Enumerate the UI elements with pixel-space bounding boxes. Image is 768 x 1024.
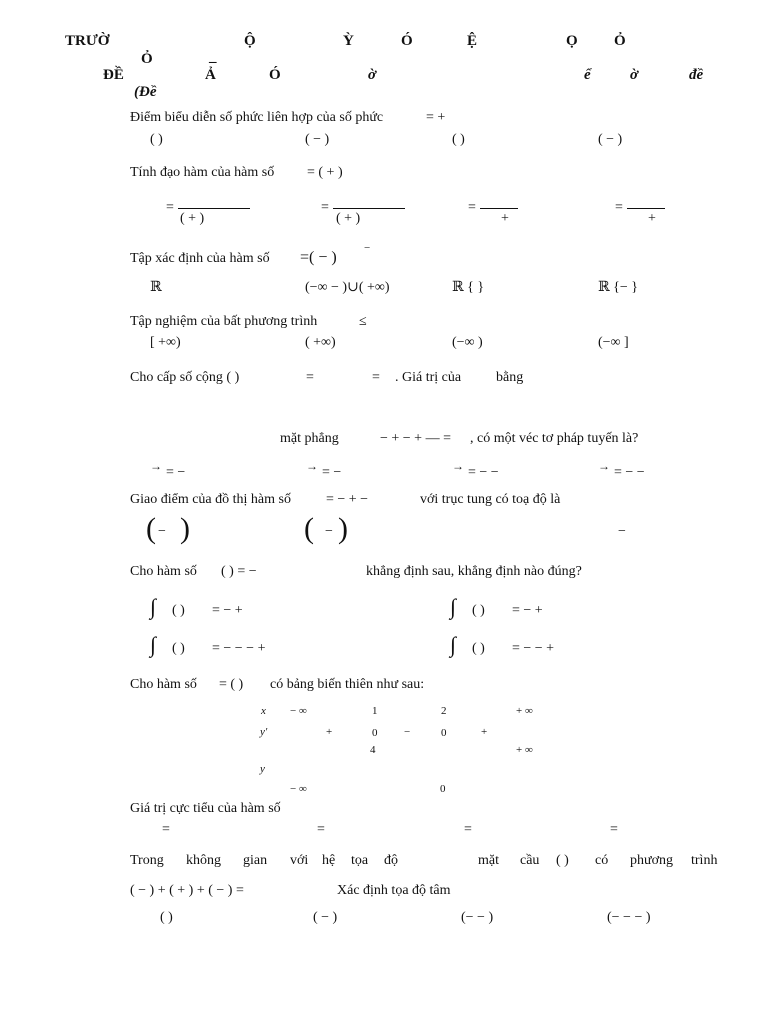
option-d[interactable]: = − −	[614, 465, 645, 480]
exam-title: ĐỀ	[103, 67, 124, 83]
question-text: khẳng định sau, khẳng định nào đúng?	[366, 564, 582, 579]
question-formula: ( − ) + ( + ) + ( − ) =	[130, 883, 244, 898]
question-formula: =	[306, 370, 314, 385]
integrand: ( )	[172, 603, 185, 618]
paren-left: (	[304, 512, 314, 545]
paren-right: )	[180, 512, 190, 545]
fraction-bar	[480, 208, 518, 209]
option-b[interactable]: (−∞ − )∪( +∞)	[305, 280, 390, 295]
option-b[interactable]: = −	[322, 465, 342, 480]
question-stem: Cho hàm số	[130, 564, 197, 579]
question-formula: = ( )	[219, 677, 244, 692]
integrand: ( )	[472, 641, 485, 656]
header-text: Ệ	[467, 33, 478, 49]
question-stem: Điểm biểu diễn số phức liên hợp của số phức	[130, 110, 384, 125]
question-stem: Giao điểm của đồ thị hàm số	[130, 492, 291, 507]
option-d[interactable]: (−∞ ]	[598, 335, 629, 350]
question-text: Giá trị cực tiểu của hàm số	[130, 801, 281, 816]
option-c[interactable]: (−∞ )	[452, 335, 483, 350]
table-sign: 0	[441, 727, 447, 739]
question-text: bằng	[496, 370, 524, 385]
header-text: TRƯỜ	[65, 33, 110, 49]
integral-icon: ∫	[450, 632, 457, 657]
header-text: Ộ	[244, 33, 256, 49]
option-d[interactable]: ( − )	[598, 132, 623, 147]
question-stem: Tập xác định của hàm số	[130, 251, 270, 266]
table-y-value: − ∞	[290, 783, 307, 795]
question-word: không	[186, 853, 221, 868]
header-text: Ó	[401, 33, 413, 49]
question-stem: mặt phẳng	[280, 431, 339, 446]
table-y-value: 0	[440, 783, 446, 795]
option-d[interactable]: = − − +	[512, 641, 555, 656]
table-x-value: 1	[372, 705, 378, 717]
header-text: đề	[689, 67, 704, 83]
option-b[interactable]: = − +	[512, 603, 543, 618]
question-text: . Giá trị của	[395, 370, 462, 385]
header-text: ờ	[368, 67, 377, 83]
question-text: có bảng biến thiên như sau:	[270, 677, 425, 692]
question-word: trình	[691, 853, 718, 868]
option-c[interactable]: ( )	[452, 132, 465, 147]
option-c[interactable]: =	[464, 822, 472, 837]
header-text: Ỳ	[343, 33, 354, 49]
exponent: −	[364, 242, 371, 254]
table-y-label: y	[260, 763, 265, 775]
question-formula: = − + −	[326, 492, 369, 507]
option-a[interactable]: =	[162, 822, 170, 837]
table-sign: −	[404, 726, 411, 738]
option-c[interactable]: = − −	[468, 465, 499, 480]
table-sign: +	[481, 726, 488, 738]
vector-arrow-icon: →	[150, 459, 162, 473]
question-word: độ	[384, 853, 398, 868]
integral-icon: ∫	[150, 594, 157, 619]
header-text: Ọ	[566, 33, 578, 49]
integral-icon: ∫	[450, 594, 457, 619]
option-b[interactable]: =	[317, 822, 325, 837]
fraction-bar	[627, 208, 665, 209]
header-text: ể	[584, 67, 591, 83]
table-y-value: 4	[370, 744, 376, 756]
option-b[interactable]: ( +∞)	[305, 335, 336, 350]
option-d[interactable]: =	[615, 200, 623, 215]
option-b[interactable]: ( − )	[313, 910, 338, 925]
option-a[interactable]: ( )	[150, 132, 163, 147]
question-word: phương	[630, 853, 673, 868]
option-a[interactable]: ( )	[160, 910, 173, 925]
question-formula: ( ) = −	[221, 564, 257, 579]
fraction-denominator: +	[501, 211, 509, 226]
integral-icon: ∫	[150, 632, 157, 657]
vector-arrow-icon: →	[598, 459, 610, 473]
question-word: hệ	[322, 853, 336, 868]
option-d[interactable]: (− − − )	[607, 910, 651, 925]
question-formula: = ( + )	[307, 165, 343, 180]
header-text: _	[209, 49, 217, 65]
question-stem: Cho hàm số	[130, 677, 197, 692]
integrand: ( )	[172, 641, 185, 656]
question-formula: =( − )	[300, 249, 337, 266]
table-yprime-label: y′	[260, 726, 268, 738]
option-c[interactable]: = − − − +	[212, 641, 266, 656]
question-word: ( )	[556, 853, 569, 868]
option-b[interactable]: ( − )	[305, 132, 330, 147]
option-c[interactable]: ℝ { }	[452, 280, 485, 295]
option-b[interactable]: =	[321, 200, 329, 215]
question-text: với trục tung có toạ độ là	[420, 492, 561, 507]
question-formula: ≤	[359, 314, 367, 329]
option-d[interactable]: −	[618, 524, 626, 539]
option-d[interactable]: ℝ {− }	[598, 280, 638, 295]
fraction-denominator: +	[648, 211, 656, 226]
question-word: với	[290, 853, 309, 868]
option-d[interactable]: =	[610, 822, 618, 837]
header-text: ờ	[630, 67, 639, 83]
header-text: Ỏ	[141, 51, 153, 67]
fraction-bar	[333, 208, 405, 209]
table-y-value: + ∞	[516, 744, 533, 756]
option-text: −	[325, 524, 333, 539]
option-a[interactable]: ℝ	[150, 280, 162, 295]
option-a[interactable]: =	[166, 200, 174, 215]
option-a[interactable]: = − +	[212, 603, 243, 618]
fraction-bar	[178, 208, 250, 209]
question-formula: =	[372, 370, 380, 385]
header-text: Ó	[269, 67, 281, 83]
paren-right: )	[338, 512, 348, 545]
question-word: tọa	[351, 853, 369, 868]
vector-arrow-icon: →	[452, 459, 464, 473]
question-stem: Tính đạo hàm của hàm số	[130, 165, 275, 180]
question-word: gian	[243, 853, 268, 868]
question-stem: Tập nghiệm của bất phương trình	[130, 314, 318, 329]
option-a[interactable]: [ +∞)	[150, 335, 181, 350]
question-text: Xác định tọa độ tâm	[337, 883, 451, 898]
table-x-value: 2	[441, 705, 447, 717]
option-c[interactable]: =	[468, 200, 476, 215]
table-x-value: − ∞	[290, 705, 307, 717]
question-formula: = +	[426, 110, 446, 125]
question-word: Trong	[130, 853, 164, 868]
fraction-denominator: ( + )	[336, 211, 361, 226]
header-text: Ỏ	[614, 33, 626, 49]
question-text: , có một véc tơ pháp tuyến là?	[470, 431, 639, 446]
paren-left: (	[146, 512, 156, 545]
option-a[interactable]: = −	[166, 465, 186, 480]
question-word: có	[595, 853, 609, 868]
table-sign: 0	[372, 727, 378, 739]
exam-code-note: (Đề	[134, 84, 157, 100]
question-word: cầu	[520, 853, 540, 868]
table-sign: +	[326, 726, 333, 738]
question-formula: − + − + — =	[380, 431, 451, 446]
header-text: Ả	[205, 67, 216, 83]
question-stem: Cho cấp số cộng ( )	[130, 370, 240, 385]
table-x-label: x	[261, 705, 266, 717]
option-text: −	[158, 524, 166, 539]
table-x-value: + ∞	[516, 705, 533, 717]
fraction-denominator: ( + )	[180, 211, 205, 226]
question-word: mặt	[478, 853, 499, 868]
vector-arrow-icon: →	[306, 459, 318, 473]
integrand: ( )	[472, 603, 485, 618]
option-c[interactable]: (− − )	[461, 910, 494, 925]
